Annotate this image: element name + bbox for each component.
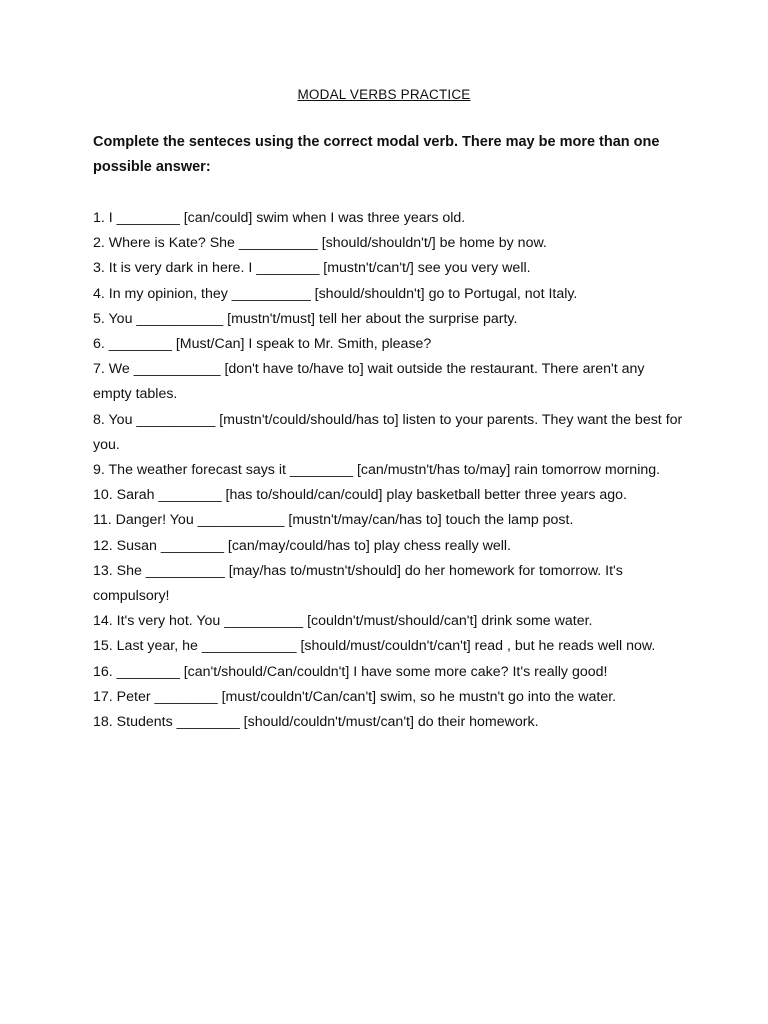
question-item: 9. The weather forecast says it ________ [can/mustn't/has to/may] rain tomorrow morning. 10. Sarah ________ [has to/should/can/could] play basketball better three years ago.	[93, 462, 661, 504]
question-item: 8. You __________ [mustn't/could/should/has to] listen to your parents. They want the best for you.	[93, 411, 683, 453]
question-item: 14. It's very hot. You __________ [couldn't/must/should/can't] drink some water.	[93, 613, 593, 630]
question-item: 5. You ___________ [mustn't/must] tell her about the surprise party.	[93, 310, 518, 327]
question-item: 12. Susan ________ [can/may/could/has to] play chess really well.	[93, 537, 511, 554]
question-item: 4. In my opinion, they __________ [should/shouldn't] go to Portugal, not Italy.	[93, 285, 578, 302]
question-item: 18. Students ________ [should/couldn't/must/can't] do their homework.	[93, 714, 539, 731]
document-title: MODAL VERBS PRACTICE	[297, 87, 471, 102]
question-item: 3. It is very dark in here. I ________ [mustn't/can't/] see you very well.	[93, 260, 531, 277]
question-item: 1. I ________ [can/could] swim when I was three years old.	[93, 210, 466, 226]
question-item: 6. ________ [Must/Can] I speak to Mr. Smith, please?	[93, 336, 432, 353]
question-item: 2. Where is Kate? She __________ [should/shouldn't/] be home by now.	[93, 235, 547, 252]
question-item: 17. Peter ________ [must/couldn't/Can/can't] swim, so he mustn't go into the water.	[93, 688, 617, 705]
question-item: 16. ________ [can't/should/Can/couldn't] I have some more cake? It's really good!	[93, 663, 608, 680]
instructions-text: Complete the senteces using the correct modal verb. There may be more than one possible answer:	[93, 134, 660, 175]
question-item: 15. Last year, he ____________ [should/must/couldn't/can't] read , but he reads well now.	[93, 638, 656, 655]
questions-list	[93, 206, 683, 735]
question-item: 13. She __________ [may/has to/mustn't/should] do her homework for tomorrow. It's compulsory!	[93, 562, 623, 605]
question-item: 7. We ___________ [don't have to/have to] wait outside the restaurant. There aren't any empty tables.	[93, 361, 645, 403]
question-item: 11. Danger! You ___________ [mustn't/may/can/has to] touch the lamp post.	[93, 512, 574, 529]
